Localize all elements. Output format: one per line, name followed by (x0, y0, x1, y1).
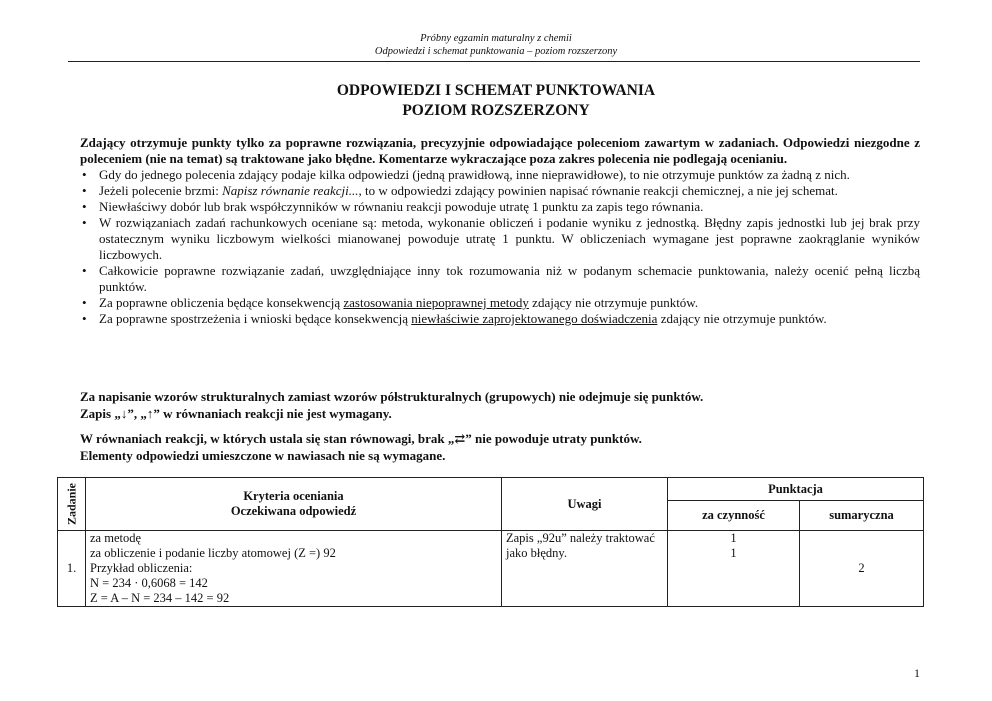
criteria-line: N = 234 · 0,6068 = 142 (90, 576, 208, 590)
page-number: 1 (914, 666, 920, 680)
scoring-table (57, 477, 924, 607)
points-value: 1 (730, 546, 737, 560)
note-structural-formulas: Za napisanie wzorów strukturalnych zamiast wzorów półstrukturalnych (grupowych) nie odejmuje się punktów. (80, 389, 704, 404)
points-cell (668, 531, 800, 607)
running-header-line1: Próbny egzamin maturalny z chemii (420, 33, 572, 44)
rule-text: , to w odpowiedzi zdający powinien napisać równanie reakcji chemicznej, a nie jej schemat. (358, 183, 838, 198)
kryteria-line2: Oczekiwana odpowiedź (230, 504, 357, 518)
task-number: 1. (58, 531, 86, 607)
rule-item (80, 183, 920, 199)
header-divider (68, 61, 920, 62)
kryteria-line1: Kryteria oceniania (243, 489, 344, 503)
running-header-line2: Odpowiedzi i schemat punktowania – poziom rozszerzony (374, 46, 618, 57)
criteria-cell (86, 531, 502, 607)
rule-text-underlined: niewłaściwie zaprojektowanego doświadczenia (411, 311, 658, 326)
column-header-kryteria (86, 478, 502, 531)
points-value: 1 (730, 531, 737, 545)
note-arrows: Zapis „↓”, „↑” w równaniach reakcji nie jest wymagany. (80, 406, 392, 421)
criteria-line: Przykład obliczenia: (90, 561, 193, 575)
rule-text: W rozwiązaniach zadań rachunkowych oceniane są: metoda, wykonanie obliczeń i podanie wyniku z jednostką. Błędny zapis jednostki lub jej brak przy ostatecznym wyniku liczbowym wielkości mianowanej powoduje utratę 1 punktu. W obliczeniach wymagane jest poprawne zaokrąglanie wyników liczbowych. (99, 215, 920, 262)
bullet-icon: • (82, 295, 87, 310)
criteria-line: za metodę (90, 531, 142, 545)
scoring-rules-list (80, 167, 920, 327)
rule-text: zdający nie otrzymuje punktów. (657, 311, 827, 326)
note-brackets: Elementy odpowiedzi umieszczone w nawiasach nie są wymagane. (80, 448, 446, 463)
total-points-cell: 2 (800, 531, 924, 607)
table-header-row (58, 478, 924, 501)
column-header-uwagi: Uwagi (502, 478, 668, 531)
uwagi-cell (502, 531, 668, 607)
bullet-icon: • (82, 167, 87, 182)
criteria-line: Z = A – N = 234 – 142 = 92 (90, 591, 230, 605)
notes-block-equilibrium (80, 430, 920, 464)
notes-block-formulas (80, 388, 920, 422)
column-header-za-czynnosc: za czynność (668, 501, 800, 531)
bullet-icon: • (82, 311, 87, 326)
column-header-punktacja: Punktacja (668, 478, 924, 501)
rule-item (80, 311, 920, 327)
rule-text: Za poprawne obliczenia będące konsekwencją (99, 295, 344, 310)
rule-text-italic: Napisz równanie reakcji... (222, 183, 359, 198)
rule-text: Całkowicie poprawne rozwiązanie zadań, uwzględniające inny tok rozumowania niż w podanym schemacie punktowania, należy ocenić pełną liczbą punktów. (99, 263, 920, 294)
bullet-icon: • (82, 183, 87, 198)
intro-paragraph: Zdający otrzymuje punkty tylko za poprawne rozwiązania, precyzyjnie odpowiadające poleceniom zawartym w zadaniach. Odpowiedzi niezgodne z poleceniem (nie na temat) są traktowane jako błędne. Komentarze wykraczające poza zakres polecenia nie podlegają ocenianiu. (80, 135, 920, 166)
rule-text-underlined: zastosowania niepoprawnej metody (343, 295, 529, 310)
running-header (0, 32, 992, 58)
title-line2: POZIOM ROZSZERZONY (402, 102, 590, 119)
note-equilibrium: W równaniach reakcji, w których ustala się stan równowagi, brak „⇄” nie powoduje utraty punktów. (80, 431, 642, 446)
rule-text: Jeżeli polecenie brzmi: (99, 183, 223, 198)
column-header-sumaryczna: sumaryczna (800, 501, 924, 531)
rule-item (80, 263, 920, 295)
bullet-icon: • (82, 215, 87, 230)
bullet-icon: • (82, 263, 87, 278)
title-line1: ODPOWIEDZI I SCHEMAT PUNKTOWANIA (336, 82, 656, 99)
criteria-line: za obliczenie i podanie liczby atomowej (Z =) 92 (90, 546, 336, 560)
rule-item (80, 215, 920, 263)
rule-text: Za poprawne spostrzeżenia i wnioski będące konsekwencją (99, 311, 412, 326)
uwagi-line: jako błędny. (506, 546, 567, 560)
rule-text: zdający nie otrzymuje punktów. (528, 295, 699, 310)
rule-item (80, 167, 920, 183)
document-title (0, 81, 992, 121)
rule-item (80, 199, 920, 215)
uwagi-line: Zapis „92u” należy traktować (506, 531, 655, 545)
rule-text: Niewłaściwy dobór lub brak współczynników w równaniu reakcji powoduje utratę 1 punktu za zapis tego równania. (99, 199, 704, 214)
rule-item (80, 295, 920, 311)
bullet-icon: • (82, 199, 87, 214)
rule-text: Gdy do jednego polecenia zdający podaje kilka odpowiedzi (jedną prawidłową, inne nieprawidłowe), to nie otrzymuje punktów za żadną z nich. (99, 167, 850, 182)
table-row (58, 531, 924, 607)
column-header-zadanie (58, 478, 86, 531)
zadanie-label: Zadanie (64, 482, 78, 526)
